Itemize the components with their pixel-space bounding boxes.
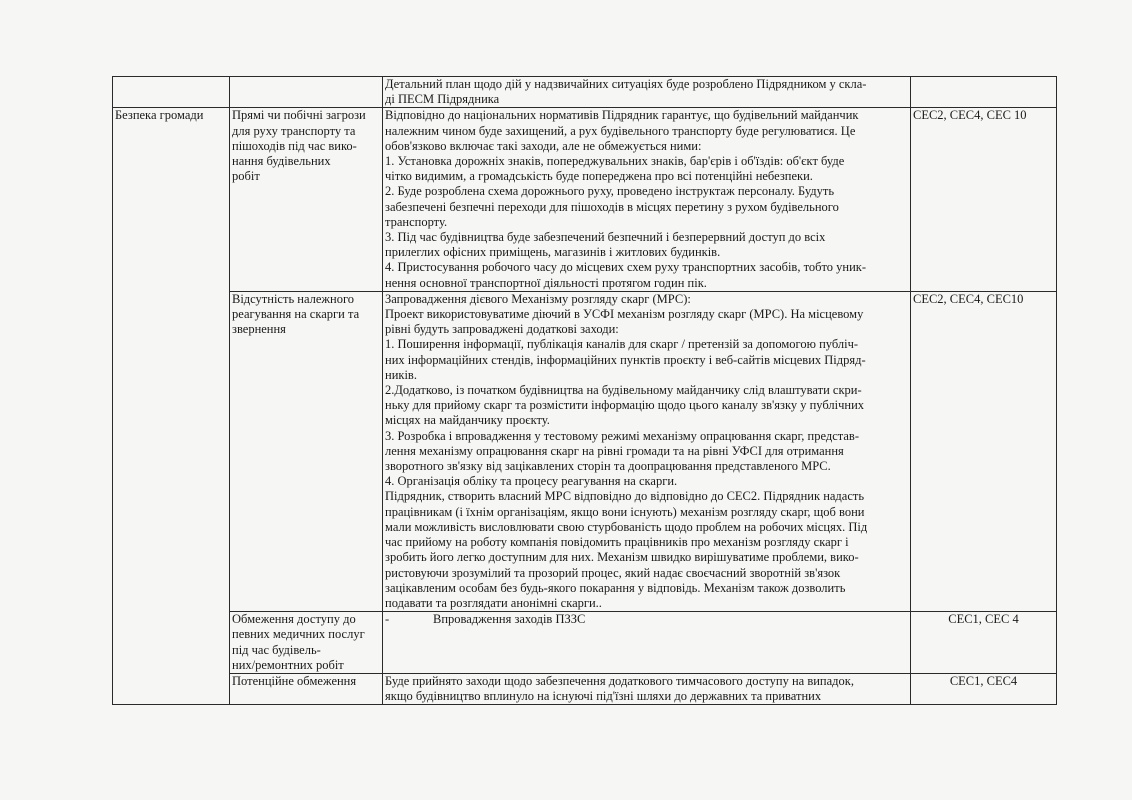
measure-line: Відповідно до національних нормативів Підрядник гарантує, що будівельний майданчик [385, 108, 859, 123]
measure-line: 1. Установка дорожніх знаків, попереджувальних знаків, бар'єрів і об'їздів: об'єкт буде [385, 154, 845, 169]
measure-bullet-row [385, 612, 908, 627]
measure-line: належним чином буде захищений, а рух будівельного транспорту буде регулюватися. Це [385, 123, 856, 138]
risk-line: Прямі чи побічні загрози [232, 108, 366, 123]
section-label: Безпека громади [115, 108, 204, 123]
risk-cell [230, 108, 383, 291]
risk-line: певних медичних послуг [232, 627, 365, 642]
measure-line: ристовуючи зрозумілий та прозорий процес, який надає своєчасний зворотній зв'язок [385, 565, 841, 580]
risk-line: пішоходів під час вико- [232, 138, 357, 153]
measure-line: забезпечені безпечні переходи для пішоходів в місцях перетину з рухом будівельного [385, 199, 839, 214]
measure-line: Буде прийнято заходи щодо забезпечення додаткового тимчасового доступу на випадок, [385, 673, 854, 688]
codes-cell [911, 108, 1057, 291]
risk-line: нання будівельних [232, 154, 331, 169]
measure-line: них інформаційних стендів, інформаційних пунктів проєкту і веб-сайтів місцевих Підряд- [385, 352, 866, 367]
codes-cell [911, 291, 1057, 611]
measure-line: 2. Буде розроблена схема дорожнього руху, проведено інструктаж персоналу. Будуть [385, 184, 835, 199]
measure-line: якщо будівництво вплинуло на існуючі під'їзні шляхи до державних та приватних [385, 689, 822, 704]
risk-cell [230, 673, 383, 704]
measure-line: 2.Додатково, із початком будівництва на будівельному майданчику слід влаштувати скри- [385, 383, 862, 398]
risk-line: звернення [232, 322, 286, 337]
risk-line: робіт [232, 169, 260, 184]
codes-cell [911, 612, 1057, 674]
measure-line: обов'язково включає такі заходи, але не обмежується ними: [385, 138, 702, 153]
measure-line: нення основної транспортної діяльності протягом годин пік. [385, 275, 707, 290]
table-row [113, 612, 1057, 674]
risk-line: Обмеження доступу до [232, 612, 356, 627]
dash-marker: - [385, 612, 390, 627]
risk-line: для руху транспорту та [232, 123, 356, 138]
measure-line: 1. Поширення інформації, публікація каналів для скарг / претензій за допомогою публіч- [385, 337, 859, 352]
empty-cell [911, 77, 1057, 108]
risk-line: Потенційне обмеження [232, 673, 357, 688]
text-line: Детальний план щодо дій у надзвичайних ситуаціях буде розроблено Підрядником у скла- [385, 77, 867, 91]
risk-line: реагування на скарги та [232, 307, 360, 322]
risk-line: під час будівель- [232, 642, 321, 657]
measures-cell [383, 291, 911, 611]
empty-cell [230, 77, 383, 108]
measure-line: Запровадження дієвого Механізму розгляду скарг (МРС): [385, 291, 691, 306]
measures-cell [383, 108, 911, 291]
measures-cell [383, 612, 911, 674]
measure-line: прилеглих офісних приміщень, магазинів і житлових будинків. [385, 245, 721, 260]
empty-cell [113, 77, 230, 108]
table-row [113, 673, 1057, 704]
measure-line: 3. Розробка і впровадження у тестовому режимі механізму опрацювання скарг, представ- [385, 428, 859, 443]
measure-line: місцях на майданчику проєкту. [385, 413, 550, 428]
cec-codes: CEC2, CEC4, CEC10 [913, 291, 1024, 306]
measure-line: ньку для прийому скарг та розмістити інформацію щодо цього каналу зв'язку у публічних [385, 398, 865, 413]
measure-line: мали можливість висловлювати свою стурбованість щодо проблем на робочих місцях. Під [385, 519, 868, 534]
section-label-cell [113, 108, 230, 705]
cec-codes: CEC1, CEC 4 [948, 612, 1019, 627]
measure-line: чітко видимим, а громадськість буде попереджена про всі потенційні небезпеки. [385, 169, 813, 184]
risk-line: Відсутність належного [232, 291, 355, 306]
measure-line: Впровадження заходів ПЗЗС [433, 612, 586, 627]
document-table [112, 76, 1057, 705]
table-row [113, 108, 1057, 291]
measures-cell [383, 77, 911, 108]
measure-line: подавати та розглядати анонімні скарги.. [385, 595, 602, 610]
measure-line: зворотного зв'язку від зацікавлених сторін та доопрацювання представленого МРС. [385, 459, 831, 474]
measure-line: Підрядник, створить власний МРС відповідно до відповідно до CEC2. Підрядник надасть [385, 489, 865, 504]
measure-line: ників. [385, 367, 417, 382]
measure-line: час прийому на роботу компанія повідомить працівників про механізм розгляду скарг і [385, 535, 849, 550]
measure-line: 4. Організація обліку та процесу реагування на скарги. [385, 474, 678, 489]
cec-codes: CEC1, CEC4 [949, 673, 1018, 688]
cec-codes: CEC2, CEC4, CEC 10 [913, 108, 1027, 123]
measure-line: лення механізму опрацювання скарг на рівні громади та на рівні УФСІ для отримання [385, 443, 844, 458]
measure-line: зацікавленим особам без будь-якого покарання у відповідь. Механізм також дозволить [385, 580, 846, 595]
measure-line: рівні будуть запроваджені додаткові заходи: [385, 322, 619, 337]
measures-cell [383, 673, 911, 704]
measure-line: транспорту. [385, 214, 448, 229]
table-row [113, 77, 1057, 108]
risk-cell [230, 291, 383, 611]
codes-cell [911, 673, 1057, 704]
measure-line: 4. Пристосування робочого часу до місцевих схем руху транспортних засобів, тобто уник- [385, 260, 867, 275]
measure-line: Проект використовуватиме діючий в УСФІ механізм розгляду скарг (МРС). На місцевому [385, 307, 864, 322]
risk-cell [230, 612, 383, 674]
measure-line: працівникам (і їхнім організаціям, якщо вони існують) механізм розгляду скарг, щоб вони [385, 504, 865, 519]
text-line: ді ПЕСМ Підрядника [385, 92, 500, 107]
measure-line: зробить його легко доступним для них. Механізм швидко вирішуватиме проблеми, вико- [385, 550, 859, 565]
measure-line: 3. Під час будівництва буде забезпечений безпечний і безперервний доступ до всіх [385, 230, 826, 245]
table-row [113, 291, 1057, 611]
risk-line: них/ремонтних робіт [232, 657, 344, 672]
